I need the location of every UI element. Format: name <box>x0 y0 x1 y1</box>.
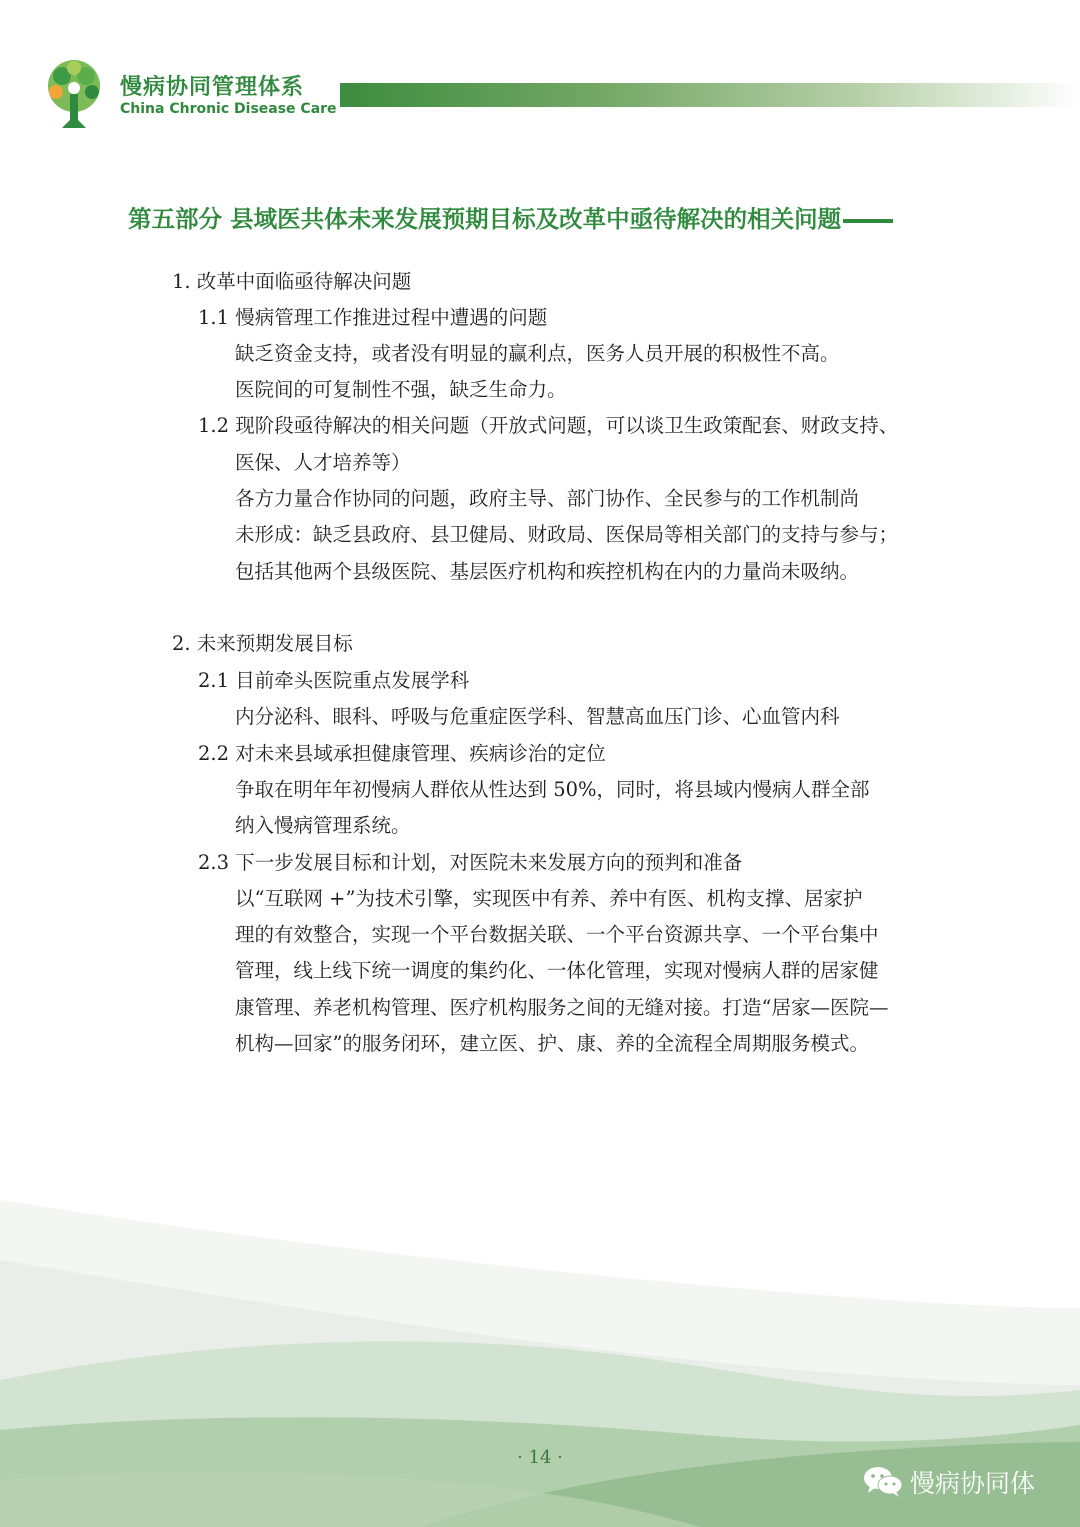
paragraph-line: 各方力量合作协同的问题，政府主导、部门协作、全民参与的工作机制尚 <box>235 487 860 510</box>
section-heading: 1. 改革中面临亟待解决问题 <box>172 270 412 293</box>
brand-name-en: China Chronic Disease Care <box>120 101 337 117</box>
wechat-label: 慢病协同体 <box>910 1469 1036 1498</box>
section-heading: 2. 未来预期发展目标 <box>172 632 353 655</box>
paragraph-line: 医院间的可复制性不强，缺乏生命力。 <box>235 378 567 401</box>
paragraph-line: 争取在明年年初慢病人群依从性达到 50%，同时，将县域内慢病人群全部 <box>235 778 870 801</box>
section-title <box>128 203 958 235</box>
paragraph-line: 理的有效整合，实现一个平台数据关联、一个平台资源共享、一个平台集中 <box>235 923 879 946</box>
section-title-text: 第五部分 县域医共体未来发展预期目标及改革中亟待解决的相关问题 <box>128 205 842 233</box>
header-gradient-bar <box>340 83 1080 107</box>
wechat-watermark <box>862 1462 1062 1498</box>
page-header <box>0 0 1080 140</box>
title-rule <box>843 219 893 223</box>
subsection-heading: 1.1 慢病管理工作推进过程中遭遇的问题 <box>198 306 548 329</box>
subsection-heading: 2.1 目前牵头医院重点发展学科 <box>198 669 470 692</box>
brand-name-cn: 慢病协同管理体系 <box>120 75 305 100</box>
paragraph-line: 机构—回家”的服务闭环，建立医、护、康、养的全流程全周期服务模式。 <box>235 1032 869 1055</box>
paragraph-line: 康管理、养老机构管理、医疗机构服务之间的无缝对接。打造“居家—医院— <box>235 996 889 1019</box>
wechat-icon <box>862 1464 904 1498</box>
paragraph-line: 内分泌科、眼科、呼吸与危重症医学科、智慧高血压门诊、心血管内科 <box>235 705 840 728</box>
tree-logo-icon <box>40 58 108 130</box>
page-number: · 14 · <box>517 1447 563 1468</box>
subsection-heading: 2.2 对未来县域承担健康管理、疾病诊治的定位 <box>198 742 606 765</box>
paragraph-line: 管理，线上线下统一调度的集约化、一体化管理，实现对慢病人群的居家健 <box>235 959 879 982</box>
paragraph-line: 医保、人才培养等） <box>235 451 411 474</box>
paragraph-line: 缺乏资金支持，或者没有明显的赢利点，医务人员开展的积极性不高。 <box>235 342 840 365</box>
paragraph-line: 纳入慢病管理系统。 <box>235 814 411 837</box>
paragraph-line: 未形成：缺乏县政府、县卫健局、财政局、医保局等相关部门的支持与参与； <box>235 523 899 546</box>
subsection-heading: 2.3 下一步发展目标和计划，对医院未来发展方向的预判和准备 <box>198 851 743 874</box>
subsection-heading: 1.2 现阶段亟待解决的相关问题（开放式问题，可以谈卫生政策配套、财政支持、 <box>198 414 899 437</box>
paragraph-line: 包括其他两个县级医院、基层医疗机构和疾控机构在内的力量尚未吸纳。 <box>235 560 860 583</box>
paragraph-line: 以“互联网 +”为技术引擎，实现医中有养、养中有医、机构支撑、居家护 <box>235 887 863 910</box>
